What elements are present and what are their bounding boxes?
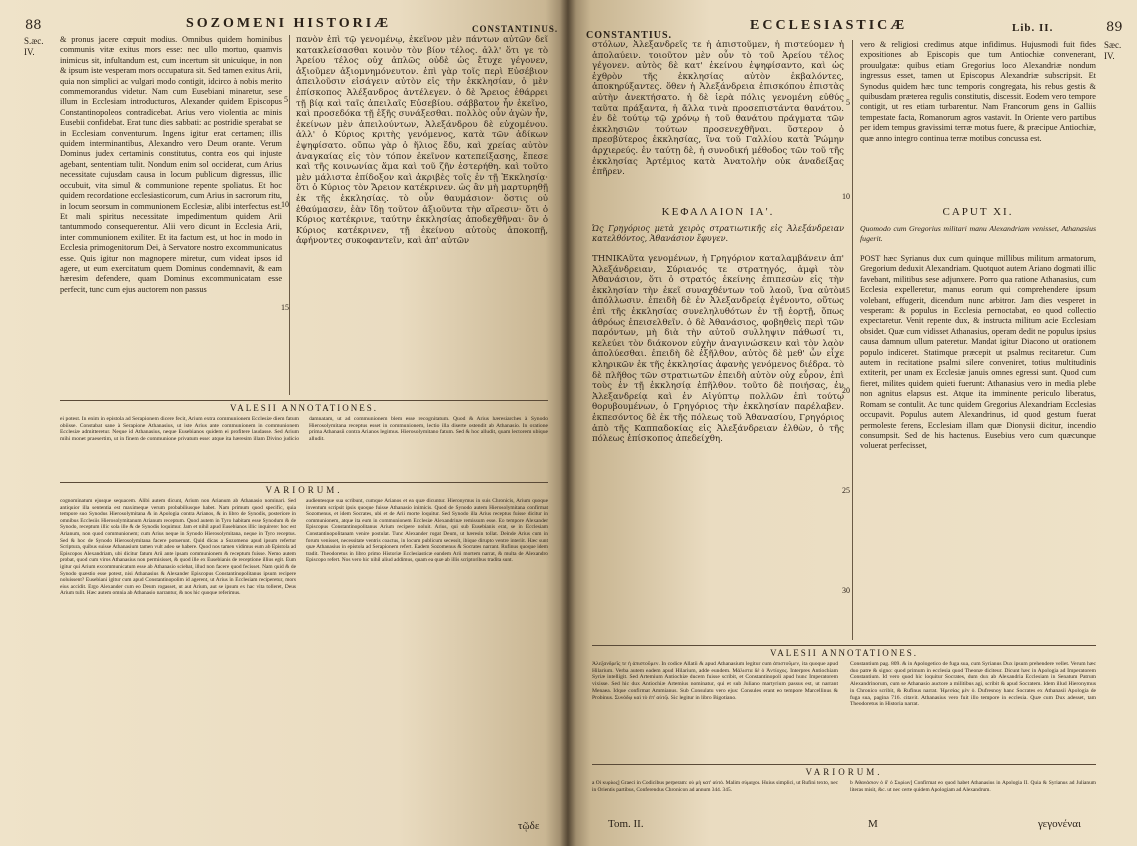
line-number: 5 — [284, 95, 288, 104]
line-number: 10 — [842, 192, 850, 201]
divider — [60, 482, 548, 483]
right-greek-column-top: στόλων, Ἀλεξανδρεῖς τε ἡ ἀπιστοῦμεν, ἡ πιστεύομεν ἡ ἀπολαύειν. τοιοῦτον μὲν οὖν τὸ τοῦ Ἀρείου τέλος γέγονεν. αὐτὸς δὲ κατ' ἐκείνου ἐψηφίσαντο, καὶ ὡς ἐχθρὸν τῆς ἐκκλησίας αὐτὸν ἐκβαλόντες, ἀποκηρύξαντες. ὅθεν ἡ Ἀλεξάνδρεια ἐπισκόπου ἐπιστὰς αὐτὴν ἀνεκτήσατο. ἡ δὲ ἱερὰ πόλις γενομένη εὐθύς ταῦτα πράξαντα, ἡ ἄλλα τινὰ προσεπιστάντα θανάτου. ἐν δὲ τούτῳ τῷ χρόνῳ ἡ τοῦ θανάτου πράγματα τῶν ἐκκλησιῶν τούτων προσενεχθῆναι. ὕστερον ὁ πρεσβύτερος ἐκκλησίας, ἵνα τοῦ Γαλλίου κατὰ Ῥώμην ἀρχιερεύς. ἐν ταύτῃ δὲ, ἡ συνοδική μέθοδος τῶν τοῦ τῆς ἐκκλησίας Ἀρτέμιος κατὰ Ἀνατολὴν οὐκ ἀναδείξας ἐπῆρεν. — [592, 40, 844, 178]
column-divider — [289, 35, 290, 395]
left-valesii-notes: ei potest. In enim in epistola ad Serapionem dicere fecit, Arium extra communionem Ecclesiæ diem fatum obiisse. Constabat sane à Serapione Athanasius, ut iste Arius ante communionem in communionem Ecclesiæ admitteretur. Neque id Athanasius, neque Eusebianos quidem ei profitere laudasse. Sed Arium mihi monet praesertim, ut in finem de communione privatum esse: atque ita hæresim illam Divino judicio damnatam, ut ad communionem blem esse recognitatum. Quod & Arius hæresiarches à Synodo Hierosolymitana receptus esset in communionem, lectio illa diserte ostendit ab Athanasio. In oratione prima Athanasii contra Arianos legimus. Hierosolymitano fatum. Sed & hoc alludit, quam lectorem ubique alludit. — [60, 416, 548, 443]
right-variorum-notes-col2: b Ἀθανάσιον ὁ δ' ὁ Συρίων] Confirmat eo quod habet Athanasius in Apologia II. Quia & Syrianus ad Julianum literas misit, &c. ut nec certe quidem Apologiam ad Alexandrum. — [850, 780, 1096, 793]
right-running-head-left: CONSTANTIUS. — [586, 30, 672, 41]
right-variorum-heading: VARIORUM. — [805, 767, 883, 777]
left-variorum-notes-col1: cognominatum ejusque sequacem. Alibi autem dicunt, Arium non Arianum ab Athanasio nominari. Sed antiquior illa sententia est maximeque verum probabiliusque habet. Nam primum quod specific, quia tempore suo Synodus Hierosolymitana & in Apologia contra Arianos, & in libro de Synodis, posteriore in omnibus Ecclesiis Hierosolymitanum Arianum receptum. Quod autem in Tyro habitam esse Synodum & de Synodo, receptum illic sola ille & de Synodis loquimur. Jam et nihil apud Eusebianos illic inquirere: hoc est Arianum, non quod communionem; cum Arius neque in Synodo Hierosolymitana, neque in Tyro receptus. Sed & hoc de Synodo Hierosolymitana facere potuerunt. Quid dicas a Sozomeno apud ipsum refertur Scriptura, quibus suisse Athanasium tamen vult adeo se habere. Quod nos tamen vidimus eum ab Epistola ad Episcopos Alexandriam, ubi dicitur fatum Arii ante ipsam communionem & receptum fuisse. Nemo autem probat, quod cum viros Athanasius non permisisset, & quod ille ex Eusebianis de receptione illius egit. Eum igitur qui Arium excommunicatum esse ab Athanasio sciebat, illud non facere quod fecisset. Nam quid & de Synodo quæstio esse potest, nisi Athanasius & Alexander Episcopus Constantinopolitanus ipsum recipere noluissent? Eusebiani igitur cum apud Constantinopolim id agerent, ut Arius in Ecclesiam reciperetur, mors eius accidit. Ergo Alexander cum eo Deum rogasset, ut aut Arium, aut se ipsum ex hac vita tolleret, Deus Arium tulit. Hæc autem omnia ab Athanasio narrantur, & nos hic quoque referimus. — [60, 498, 296, 597]
right-valesii-notes-col2: Constantium pag. 809. & in Apologetico de fuga sua, cum Syrianus Dux ipsum prehendere vellet. Verum hæc duo patre & signo: quod primum in ecclesia quod Theonæ diciteur. Dicunt hæc in Apologia ad Imperatorem Constantium. Id vero quod hic loquitur Socrates, dum dux ab Alexandria Ecclesiam in Senatum Patrum Alexandrinorum, cum se Athanasio auctore a militibus agi, scribit & apud Socratem. Idem illud Hieronymus in Chronico scribit, & Rufinus narrat. Ἠρεσίας μὲν ὁ. Dufresnoy hanc Socrates ex Athanasii Apologia de fuga sua, pagina 716. citavit. Athanasius vero fuit illo tempore in ecclesia. Quæ cum Dux adesset, tam Theodoretus in Historia narrat. — [850, 661, 1096, 708]
right-latin-column-main: POST hæc Syrianus dux cum quinque millibus militum armatorum, Gregorium deduxit Alexandriam. Quotquot autem Ariano dogmati illic favebant, militibus sese adjunxere. Porro qua ratione Athanasius, cum Ecclesia expelleretur, manus eorum qui comprehendere ipsum volebant, effugerit, dicendum nunc arbitror. Jam dies vesperet in vesperam: & populus in Ecclesia pernoctabat, eo quod collectio expectaretur. Venit repente dux, & instructa militum acie Ecclesiam obsidet. Quæ cum vidisset Athanasius, operam dedit ne populus ipsius causa damnum ullum pateretur. Mandat igitur Diacono ut orationem populo indiceret. Statimque præcepit ut psalmus recitaretur. Cum autem in recitatione psalmi silere conveniret, totius multitudinis extiterit, per unam ex Ecclesiæ januis omnes egressi sunt. Quod cum fieret, milites quidem quieti fuerunt: Athanasius vero in media plebe non agnitus elapsus est. Atque ita imminente periculo liberatus, Romam se contulit. Ac tunc quidem Gregorius Alexandriam Ecclesias occupavit. Populus autem Alexandrinus, id quod gestum fuerat permoleste ferens, Ecclesiam illam quæ Dionysii dicitur, incendio consumpsit. Sed de his hactenus. Eusebius vero cum quæcunque voluerat perfecisset, — [860, 254, 1096, 451]
left-margin-label: S.æc. IV. — [24, 36, 44, 57]
left-variorum-heading: VARIORUM. — [265, 485, 343, 495]
line-number: 25 — [842, 486, 850, 495]
line-number: 15 — [281, 303, 289, 312]
left-catchword: τῷδε — [518, 820, 540, 832]
right-latin-column-top: vero & religiosi credimus atque infidimus. Hujusmodi fuit fides expositiones ab Episcopis que tum Antiochiæ convenerant, prouulgatæ: quibus etiam Gregorius loco Alexandriæ nondum ingressus esset, tamen ut Episcopus Alexandriæ subscripsit. Et Synodus quidem hæc tunc temporis congregata, his rebus gestis & quibusdam præterea regulis constitutis, discessit. Eodem vero tempore contigit, ut res etiam turbarentur. Nam Francorum gens in Galliis tempestate facta, Romanorum agros vastavit. In Oriente vero partibus per idem tempus gravissimi terræ motus fuere, & præcipue Antiochiæ, quæ anno integro continua terræ motibus concussa est. — [860, 40, 1096, 143]
right-valesii-heading: VALESII ANNOTATIONES. — [769, 648, 919, 658]
right-page — [568, 0, 1137, 846]
volume-signature: Tom. II. — [608, 818, 644, 830]
left-page — [0, 0, 568, 846]
left-running-head: SOZOMENI HISTORIÆ — [186, 16, 392, 31]
chapter-summary-greek: Ὡς Γρηγόριος μετὰ χειρὸς στρατιωτικῆς εἰς Ἀλεξάνδρειαν κατελθόντος, Ἀθανάσιον ἔφυγεν. — [592, 224, 844, 243]
line-number: 10 — [281, 200, 289, 209]
line-number: 20 — [842, 386, 850, 395]
line-number: 30 — [842, 586, 850, 595]
chapter-summary-latin: Quomodo cum Gregorius militari manu Alexandriam venisset, Athanasius fugerit. — [860, 224, 1096, 243]
right-variorum-notes-col1: a Οἱ κυρίως] Graeci in Codicibus perperam: οὐ μὴ κατ' αὐτό. Malim σύμαχοι. Huius simplici, ut Rufini texto, nec in Orientis partibus, Conferendus Chronicon ad annum 344. 345. — [592, 780, 838, 793]
book-label: Lib. II. — [1012, 22, 1054, 34]
chapter-heading-latin: CAPUT XI. — [942, 206, 1014, 218]
signature-mark: M — [868, 818, 878, 830]
left-valesii-heading: VALESII ANNOTATIONES. — [229, 403, 379, 413]
left-variorum-notes-col2: audientesque sua scribunt, cumque Arianos et ea quæ dicuntur. Hieronymus in suis Chronicis, Arium quoque inventum scripsit ipsis quoque fuisse Athanasio inimicis. Quod de Synodo autem Hierosolymitana confirmat Sozomenus, et idem Socrates, ubi et de Arii morte loquitur. Sed Synodo illa Arius receptus fuisse dicitur in communionem, atque ita eum in communionem Ecclesiæ Alexandrinæ remissum esse. Eo tempore Alexander Episcopus Constantinopolitanus Arium recipere noluit. Arius, qui sub Eusebianis erat, se in Ecclesiam Constantinopolitanam venire postulat. Tunc Alexander rogat Deum, ut hæresin tollat. Deinde Arius cum in forum venisset, necessitate ventris coactus, in locum publicum secessit, ibique dirupto ventre interiit. Hæc sunt quæ Athanasius in epistola ad Serapionem refert. Eadem Sozomenus & Socrates narrant. Rufinus quoque idem tradit. Theodoretus in libro primo Historiæ Ecclesiasticæ eandem Arii mortem narrat, & multa de Alexandro Episcopo refert. Nos vero hic nihil aliud addimus, quam ea quæ ab illis scriptoribus tradita sunt. — [306, 498, 548, 564]
right-valesii-notes-col1: Ἀλεξανδρεῖς τε ἡ ἀπιστοῦμεν. In codice Allatii & apud Athanasium legitur cum ἀπιστοῦμεν, ita quoque apud Hilarium. Verba autem eadem apud Hilarium, adde eundem. Μάλιστα δὲ ὁ Ἀντίοχος. Interpres Antiochiam Syriæ intelligit. Sed Artemium Antiochiæ ducem fuisse scribit, et Constantinopoli apud hunc Imperatorem vixisse. Sed hic dux Antiochiæ Artemius nominatur, qui et sub Juliano martyrium passus est, ut narrant Menaea. Idque confirmat Ammianus. Sub Consulatu vero ejus: Consules erant eo tempore Marcellinus & Probinus. Συνόδῳ καὶ τὸ ἐπ' αὐτῷ. Sic legitur in libro Bigotiano. — [592, 661, 838, 701]
divider — [592, 764, 1096, 765]
right-greek-column-main: ΤΗΝΙΚΑῦτα γενομένων, ἡ Γρηγόριον καταλαμβάνειν ἀπ' Ἀλεξάνδρειαν, Σύριανός τε στρατηγός, ἀμφὶ τὸν Ἀθανάσιον, ὅτι ὁ στρατός ἐκείνης ἐπιπεσὼν εἰς τὴν ἐκκλησίαν τὴν ἐκεῖ συναχθέντων τοῦ λαοῦ, ἵνα αὐτὸν ἀπόλλωσιν. ἐπειδὴ δὲ ἐν Ἀλεξανδρείᾳ ἐγένοντο, οὕτως ἐπὶ τῆς ἐκκλησίας συνεληλυθότων ἐν τῇ ἑορτῇ, ὅπως ἀθρόως ἐπεισελθεῖν. ὁ δὲ Ἀθανάσιος, φοβηθεὶς περὶ τῶν παρόντων, μὴ διὰ τὴν αὐτοῦ συλληψιν πάθωσί τι, κελεύει τὸν διάκονον εὐχὴν ἀναγινώσκειν καὶ τὸν λαὸν ἀπολύεσθαι. ἐπειδὴ δὲ ἐξῆλθον, αὐτὸς δὲ μεθ' ὧν εἶχε κληρικῶν ἐκ τῆς ἐκκλησίας ἀφανὴς γενόμενος διέδρα. τὸ δὲ πλῆθος τῶν στρατιωτῶν ἐπειδὴ αὐτὸν οὐχ εὗρον, ἐπὶ τοὺς ἐν τῇ ἐκκλησίᾳ ἐπῆλθον. τοῦτο δὲ ποιήσας, ἐν Ἀλεξανδρείᾳ καὶ ἐν Αἰγύπτῳ πολλῶν ἐπὶ τούτῳ θορυβουμένων, ὁ Γρηγόριος τὴν ἐκκλησίαν παρέλαβεν. ἐκπεσόντος δὲ ἐκ τῆς πόλεως τοῦ Ἀθανασίου, Γρηγόριος ἀπὸ τῆς Καππαδοκίας εἰς Ἀλεξάνδρειαν ἐλθὼν, ὁ τῆς πόλεως ἐπίσκοπος ἀπεδείχθη. — [592, 254, 844, 445]
book-gutter — [560, 0, 576, 846]
column-divider — [852, 40, 853, 640]
divider — [592, 645, 1096, 646]
right-catchword: γεγονέναι — [1038, 818, 1081, 830]
right-margin-label: Sæc. IV. — [1104, 40, 1122, 61]
left-running-head-right: CONSTANTINUS. — [472, 24, 559, 34]
left-page-number: 88 — [25, 18, 42, 33]
right-page-number: 89 — [1106, 20, 1123, 35]
left-latin-column: & pronus jacere cœpuit modius. Omnibus quidem hominibus communis vitæ exitus mors esse: nec ullo mortuo, quamvis inimicus sit, infultandum est, cum incertum sit unicuique, in non & ipsum iste vesperam mors occupatura sit. Sed tamen exitus Arii, quia non simplici ac vulgari modo contigit, idcirco à nobis merito commemorandus videtur. Nam cum Eusebiani minaretur, sese illum in Ecclesiam introducturos, Alexander quidem Episcopus Constantinopoleos contradicebat. Arius vero violentia ac minis Eusebii confidebat. Erat tunc dies sabbati: ac postridie sperabat se in Ecclesiam conventurum. Ingens igitur erat certamen; illis quidem interminantibus, Alexandro vero Deum orante. Verum Dominus judex certaminis constitutus, contra eos qui injuste agebant, sententiam tulit. Nondum enim sol occiderat, cum Arius necessitate cujusdam causa in locum publicum digressus, illic occubuit, vita simul & communione repente spoliatus. Et hoc quidem recordatione ecclesiasticorum, cum Arius in sacrorum ritu, in locum seorsum in communionem Ecclesiæ, alibi interfectus est. Et mali spiritus necessitate impedimentum quidem Arii tantummodo consequerentur. Alii vero dicunt in Ecclesia Arii, inter communionem exiliter. Et ita factum est, ut hoc in modo in Ecclesia primogenitorum Dei, à Servatore nostro excommunicatus esse. Quis igitur non magnopere miretur, cum videat ipsos id agere, ut eum exercitatum quem Dominus condemnavit, & eam hæresim defendere, quam Dominus excommunicatam esse perfecit, tunc cum ejus auctorem non passus — [60, 35, 282, 294]
line-number: 15 — [842, 286, 850, 295]
divider — [60, 400, 548, 401]
right-running-head: ECCLESIASTICÆ — [750, 18, 908, 33]
left-greek-column: πανὸν ἐπὶ τῷ γενομένῳ, ἐκεῖνον μὲν πάντων αὐτῶν δεῖ κατακλείσασθαι κοινὸν τὸν βίον τέλος. ἀλλ' ὅτι γε τὸ Ἀρείου τέλος οὐχ ἁπλῶς οὐδὲ ὡς ἔτυχε γέγονεν, ἀξιοῦμεν ἀξιομνημόνευτον. ἐπὶ γὰρ τοῖς περὶ Εὐσέβιον ἀπειλοῦσιν εἰσάγειν αὐτὸν εἰς τὴν ἐκκλησίαν, ὁ μὲν ἐπίσκοπος Ἀλέξανδρος ἀντέλεγεν. ὁ δὲ Ἄρειος ἐθάρρει τῇ βίᾳ καὶ ταῖς ἀπειλαῖς Εὐσεβίου. σάββατον ἦν ἐκεῖνο, καὶ προσεδόκα τῇ ἑξῆς συνάξεσθαι. πολλὸς οὖν ἀγὼν ἦν, ἐκείνων μὲν ἀπειλούντων, Ἀλεξάνδρου δὲ εὐχομένου. ἀλλ' ὁ Κύριος κριτὴς γενόμενος, κατὰ τῶν ἀδίκων ἐψηφίσατο. οὔπω γὰρ ὁ ἥλιος ἔδυ, καὶ χρείας αὐτὸν ἀναγκαίας εἰς τὸν τόπον ἐκεῖνον κατεπείξασης, ἔπεσε καὶ τῆς κοινωνίας ἅμα καὶ τοῦ ζῆν ἐστερήθη. καὶ τοῦτο μὲν μάλιστα ἐπίδοξον καὶ ἀκριβὲς τοῖς ἐν τῇ Ἐκκλησίᾳ· ὅτι ὁ Κύριος τὸν Ἄρειον κατέκρινεν. ὡς ἂν μὴ μαρτυρηθῇ ἐκ τῆς ἐκκλησίας. τὸ οὖν θαυμάσιον· ὅστις οὐ ἐθαύμασεν, ἐὰν ἴδῃ τοῦτον ἀξιοῦντα τὴν αἵρεσιν· ὅτι ὁ Κύριος κατέκρινε, ταύτην ἐκκλησίας ἀποδεχθῆναι· ὃν ὁ Κύριος κατέκρινεν, τῇ ἐκείνου αὐτοὺς ἀποκοπῇ, ἀφήνοντες συκοφαντεῖν, καὶ ἀπ' αὐτῶν — [296, 35, 548, 247]
chapter-heading-greek: ΚΕΦΑΛΑΙΟΝ ΙΑ'. — [661, 206, 775, 218]
line-number: 5 — [846, 98, 850, 107]
